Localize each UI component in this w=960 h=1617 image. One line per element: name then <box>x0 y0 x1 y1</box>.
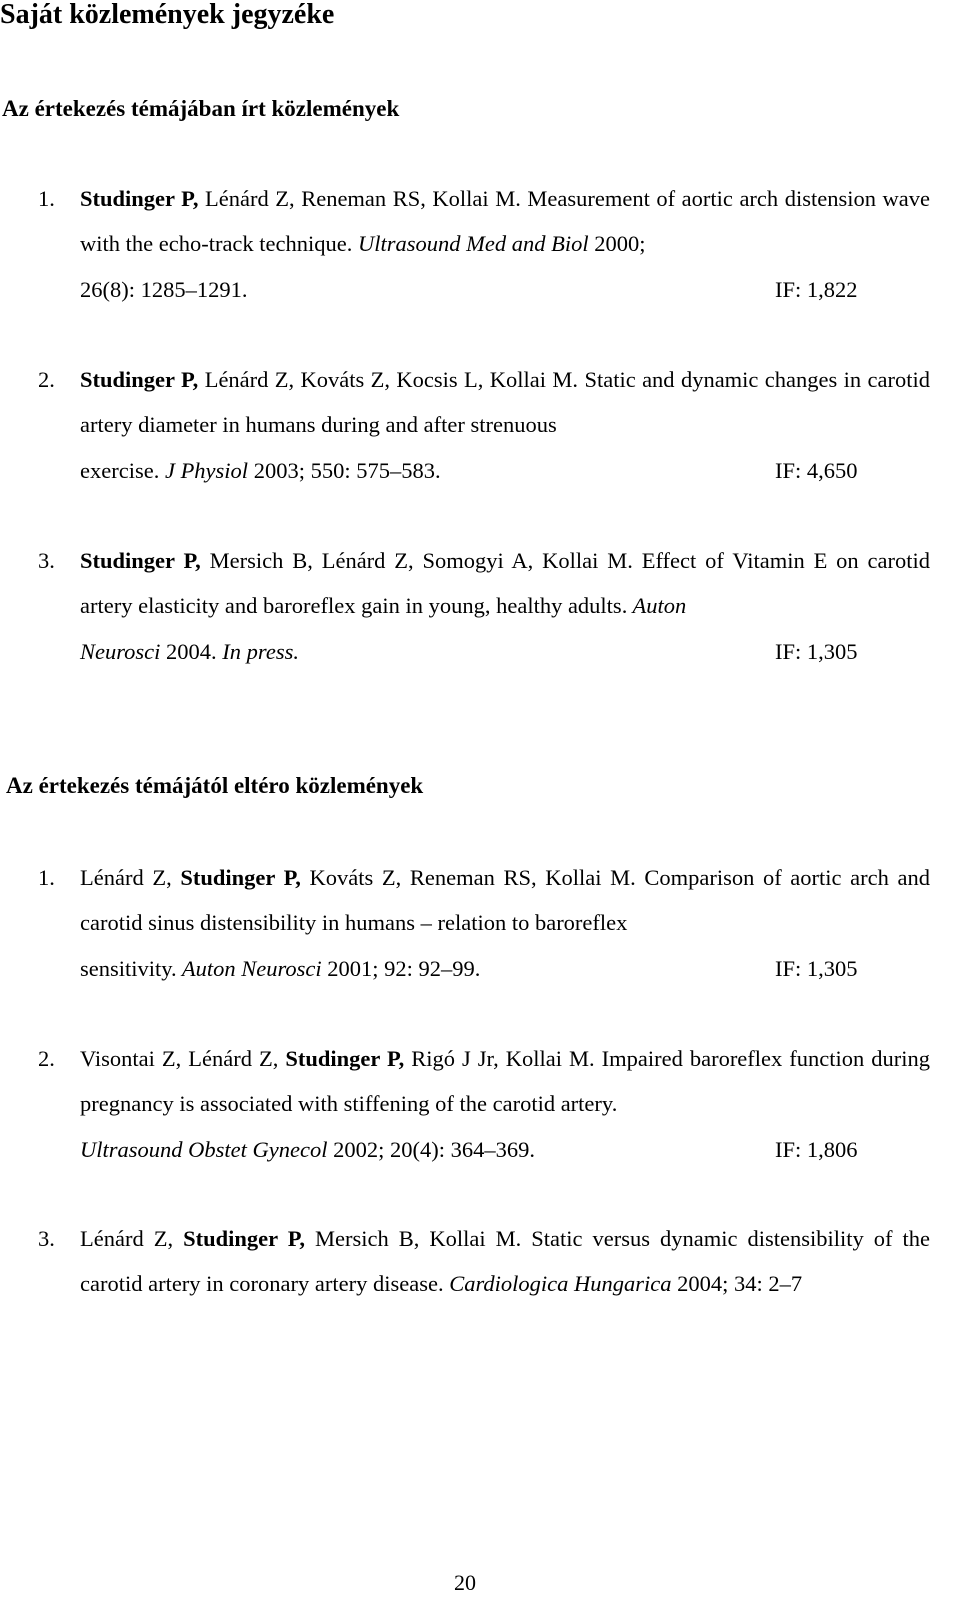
impact-factor: IF: 1,305 <box>775 955 858 981</box>
journal-name: Auton <box>627 593 687 619</box>
publication-last-line <box>80 946 930 991</box>
section-heading-own-topic: Az értekezés témájában írt közlemények <box>2 96 400 121</box>
authors-before: Visontai Z, Lénárd Z, <box>80 1046 286 1071</box>
publication-item <box>0 1216 930 1307</box>
impact-factor: IF: 4,650 <box>775 457 858 483</box>
publication-text <box>80 1216 930 1307</box>
authors-after: Mersich B, Lénárd Z, Somogyi A, Kollai M. <box>200 548 633 573</box>
document-title: Saját közlemények jegyzéke <box>0 0 335 30</box>
citation: 2002; 20(4): 364–369. <box>327 1136 535 1162</box>
impact-factor: IF: 1,305 <box>775 638 858 664</box>
citation: 2004; 34: 2–7 <box>671 1271 803 1297</box>
publication-item <box>0 855 930 991</box>
publication-text <box>80 176 930 267</box>
citation: 2003; 550: 575–583. <box>248 457 441 483</box>
citation-continued: 26(8): 1285–1291. <box>80 276 248 302</box>
publication-number: 3. <box>38 1226 55 1251</box>
publication-last-line <box>80 267 930 312</box>
journal-name-continued: Neurosci <box>80 638 161 664</box>
authors-after: Rigó J Jr, Kollai M. <box>404 1046 595 1071</box>
publication-number: 3. <box>38 548 55 573</box>
publication-body <box>80 1216 930 1307</box>
authors-after: Kováts Z, Reneman RS, Kollai M. <box>300 865 636 890</box>
publication-item <box>0 357 930 493</box>
publication-body <box>80 357 930 493</box>
authors-after: Mersich B, Kollai M. <box>305 1226 522 1251</box>
publication-item <box>0 176 930 312</box>
highlighted-author: Studinger P, <box>180 865 301 890</box>
publication-item <box>0 538 930 674</box>
journal-name: Ultrasound Obstet Gynecol <box>80 1136 328 1162</box>
publication-last-line <box>80 629 930 674</box>
journal-name: J Physiol <box>159 457 249 483</box>
citation: 2000; <box>588 231 646 257</box>
publication-body <box>80 176 930 312</box>
page-number: 20 <box>454 1570 476 1595</box>
publication-title: Comparison of aortic arch and carotid sinus distensibility in humans – relation to baroreflex <box>80 865 930 936</box>
publication-last-line <box>80 448 930 493</box>
journal-name: Ultrasound Med and Biol <box>352 231 589 257</box>
publication-number: 2. <box>38 367 55 392</box>
publication-text <box>80 538 930 629</box>
citation: 2004. <box>160 638 217 664</box>
publication-note: In press. <box>216 638 299 664</box>
publication-number: 1. <box>38 186 55 211</box>
highlighted-author: Studinger P, <box>80 548 201 573</box>
highlighted-author: Studinger P, <box>183 1226 306 1251</box>
highlighted-author: Studinger P, <box>80 186 199 211</box>
publication-text <box>80 855 930 946</box>
citation: 2001; 92: 92–99. <box>321 955 481 981</box>
publication-title: Impaired baroreflex function during pregnancy is associated with stiffening of the carotid artery. <box>80 1046 930 1117</box>
publication-title: Static versus dynamic distensibility of the carotid artery in coronary artery disease. <box>80 1226 930 1297</box>
publication-text <box>80 1036 930 1127</box>
authors-before: Lénárd Z, <box>80 865 181 890</box>
authors-after: Lénárd Z, Reneman RS, Kollai M. <box>198 186 521 211</box>
publication-body <box>80 855 930 991</box>
highlighted-author: Studinger P, <box>80 367 199 392</box>
journal-name: Cardiologica Hungarica <box>443 1271 672 1297</box>
highlighted-author: Studinger P, <box>285 1046 405 1071</box>
section-heading-other-topic: Az értekezés témájától eltéro közlemények <box>6 773 424 798</box>
publication-item <box>0 1036 930 1172</box>
publication-body <box>80 1036 930 1172</box>
publication-last-line <box>80 1127 930 1172</box>
publication-title: Measurement of aortic arch distension wave with the echo-track technique. <box>80 186 930 257</box>
publication-title: Effect of Vitamin E on carotid artery elasticity and baroreflex gain in young, healthy adults. <box>80 548 930 619</box>
publication-body <box>80 538 930 674</box>
title-continued: exercise. <box>80 457 160 483</box>
impact-factor: IF: 1,822 <box>775 276 858 302</box>
publication-title: Static and dynamic changes in carotid artery diameter in humans during and after strenuous <box>80 367 931 438</box>
publication-number: 2. <box>38 1046 55 1071</box>
journal-name: Auton Neurosci <box>176 955 322 981</box>
authors-after: Lénárd Z, Kováts Z, Kocsis L, Kollai M. <box>198 367 579 392</box>
title-continued: sensitivity. <box>80 955 177 981</box>
publication-number: 1. <box>38 865 55 890</box>
impact-factor: IF: 1,806 <box>775 1136 858 1162</box>
publication-text <box>80 357 930 448</box>
authors-before: Lénárd Z, <box>80 1226 184 1251</box>
